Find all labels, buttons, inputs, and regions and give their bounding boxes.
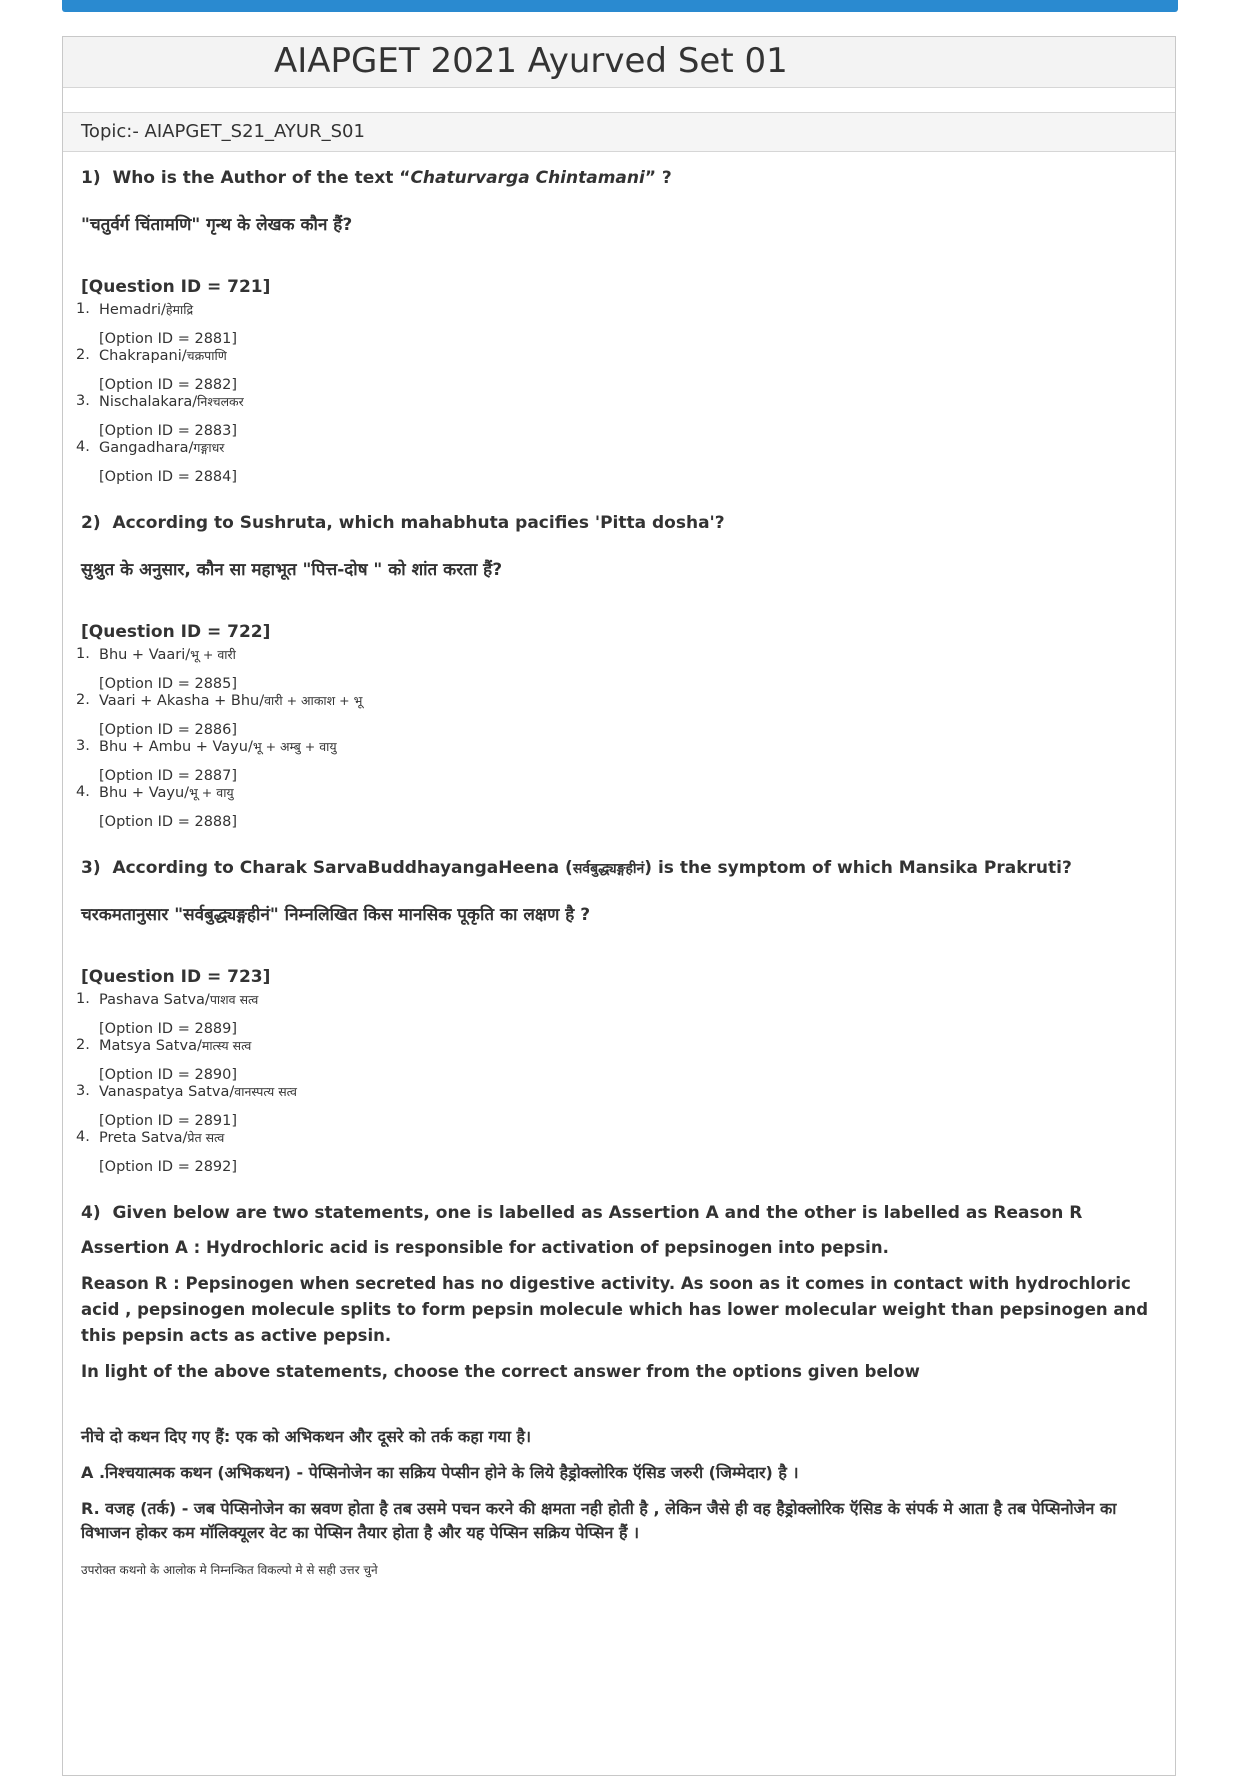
option-label: Nischalakara/ bbox=[99, 394, 198, 410]
question-id: [Question ID = 723] bbox=[81, 967, 271, 987]
option-item[interactable] bbox=[76, 347, 1157, 364]
option-number: 3. bbox=[76, 393, 90, 409]
option-label-hindi: भू + अम्बु + वायु bbox=[252, 739, 337, 754]
option-number: 4. bbox=[76, 1129, 90, 1145]
question-text bbox=[81, 168, 1157, 188]
option-id: [Option ID = 2886] bbox=[99, 722, 238, 738]
option-item[interactable] bbox=[76, 1083, 1157, 1100]
option-label: Chakrapani/ bbox=[99, 348, 187, 364]
option-label-hindi: चक्रपाणि bbox=[186, 348, 227, 363]
option-id: [Option ID = 2892] bbox=[99, 1159, 238, 1175]
option-id: [Option ID = 2883] bbox=[99, 423, 238, 439]
option-number: 4. bbox=[76, 784, 90, 800]
question-text bbox=[81, 513, 1157, 533]
hindi-intro-text: नीचे दो कथन दिए गए हैं: एक को अभिकथन और दूसरे को तर्क कहा गया है। bbox=[81, 1427, 532, 1446]
question-2 bbox=[76, 513, 1157, 830]
option-item[interactable] bbox=[76, 1129, 1157, 1146]
option-label: Vanaspatya Satva/ bbox=[99, 1084, 235, 1100]
option-label: Bhu + Vaari/ bbox=[99, 647, 191, 663]
option-label-hindi: वानस्पत्य सत्व bbox=[234, 1084, 297, 1099]
question-text-part: ” ? bbox=[644, 168, 672, 188]
question-4 bbox=[81, 1203, 1157, 1578]
option-item[interactable] bbox=[76, 393, 1157, 410]
option-item[interactable] bbox=[76, 301, 1157, 318]
question-text-hindi: चरकमतानुसार "सर्वबुद्ध्यङ्गहीनं" निम्नलिखित किस मानसिक पूकृति का लक्षण है ? bbox=[81, 905, 591, 925]
option-number: 1. bbox=[76, 646, 90, 662]
option-label-hindi: पाशव सत्व bbox=[209, 992, 259, 1007]
instruction-text: In light of the above statements, choose the correct answer from the options given below bbox=[81, 1362, 920, 1381]
option-number: 2. bbox=[76, 347, 90, 363]
option-label-hindi: भू + वायु bbox=[189, 785, 234, 800]
question-text-hindi: सुश्रुत के अनुसार, कौन सा महाभूत "पित्त-दोष " को शांत करता हैं? bbox=[81, 560, 503, 580]
reason-text: Reason R : Pepsinogen when secreted has no digestive activity. As soon as it comes in contact with hydrochloric acid , pepsinogen molecule splits to form pepsin molecule which has lower molecular weight than pepsinogen and this pepsin acts as active pepsin. bbox=[81, 1274, 1149, 1345]
top-accent-bar bbox=[62, 0, 1178, 12]
option-id: [Option ID = 2890] bbox=[99, 1067, 238, 1083]
option-number: 2. bbox=[76, 1037, 90, 1053]
option-id: [Option ID = 2889] bbox=[99, 1021, 238, 1037]
option-label: Vaari + Akasha + Bhu/ bbox=[99, 693, 265, 709]
option-label-hindi: वारी + आकाश + भू bbox=[264, 693, 363, 708]
hindi-reason-text: R. वजह (तर्क) - जब पेप्सिनोजेन का स्रवण होता है तब उसमे पचन करने की क्षमता नही होती है , लेकिन जैसे ही वह हैड्रोक्लोरिक ऍसिड के संपर्क मे आता है तब पेप्सिनोजेन का विभाजन होकर कम मॉलिक्यूलर वेट का पेप्सिन तैयार होता है और यह पेप्सिन सक्रिय पेप्सिन हैं । bbox=[81, 1499, 1117, 1542]
option-label: Bhu + Vayu/ bbox=[99, 785, 190, 801]
option-number: 2. bbox=[76, 692, 90, 708]
option-label-hindi: हेमाद्रि bbox=[165, 302, 194, 317]
question-text-part: ) is the symptom of which Mansika Prakruti? bbox=[644, 858, 1072, 878]
question-number: 2) bbox=[81, 513, 101, 533]
question-text-hindi-inline: सर्वबुद्ध्यङ्गहीनं bbox=[572, 861, 645, 877]
question-number: 3) bbox=[81, 858, 101, 878]
topic-label: Topic:- AIAPGET_S21_AYUR_S01 bbox=[81, 121, 365, 142]
option-item[interactable] bbox=[76, 738, 1157, 755]
question-text bbox=[81, 858, 1157, 878]
question-3 bbox=[76, 858, 1157, 1175]
hindi-instruction-text: उपरोक्त कथनो के आलोक मे निम्नन्कित विकल्पो मे से सही उत्तर चुने bbox=[81, 1563, 378, 1577]
question-id: [Question ID = 722] bbox=[81, 622, 271, 642]
hindi-assertion-text: A .निश्चयात्मक कथन (अभिकथन) - पेप्सिनोजेन का सक्रिय पेप्सीन होने के लिये हैड्रोक्लोरिक ऍसिड जरुरी (जिम्मेदार) है । bbox=[81, 1463, 799, 1482]
option-label: Bhu + Ambu + Vayu/ bbox=[99, 739, 253, 755]
option-number: 3. bbox=[76, 738, 90, 754]
option-id: [Option ID = 2885] bbox=[99, 676, 238, 692]
option-id: [Option ID = 2891] bbox=[99, 1113, 238, 1129]
question-text-part: Given below are two statements, one is labelled as Assertion A and the other is labelled as Reason R bbox=[112, 1203, 1083, 1223]
option-id: [Option ID = 2887] bbox=[99, 768, 238, 784]
option-number: 1. bbox=[76, 301, 90, 317]
option-item[interactable] bbox=[76, 646, 1157, 663]
option-number: 3. bbox=[76, 1083, 90, 1099]
header-spacer bbox=[63, 88, 1175, 113]
topic-bar bbox=[63, 113, 1175, 152]
option-id: [Option ID = 2888] bbox=[99, 814, 238, 830]
option-label-hindi: भू + वारी bbox=[190, 647, 236, 662]
option-number: 4. bbox=[76, 439, 90, 455]
option-label: Hemadri/ bbox=[99, 302, 166, 318]
option-label: Pashava Satva/ bbox=[99, 992, 210, 1008]
option-item[interactable] bbox=[76, 692, 1157, 709]
question-text-hindi: "चतुर्वर्ग चिंतामणि" गृन्थ के लेखक कौन हैं? bbox=[81, 215, 353, 235]
option-item[interactable] bbox=[76, 439, 1157, 456]
question-paper bbox=[62, 36, 1176, 1776]
question-text-part: According to Sushruta, which mahabhuta pacifies 'Pitta dosha'? bbox=[112, 513, 725, 533]
option-label: Gangadhara/ bbox=[99, 440, 194, 456]
option-label-hindi: निश्चलकर bbox=[197, 394, 244, 409]
title-bar bbox=[63, 37, 1175, 88]
option-id: [Option ID = 2884] bbox=[99, 469, 238, 485]
option-label: Matsya Satva/ bbox=[99, 1038, 202, 1054]
question-text-part: Who is the Author of the text “ bbox=[112, 168, 411, 188]
option-label-hindi: गङ्गाधर bbox=[193, 440, 225, 455]
assertion-text: Assertion A : Hydrochloric acid is responsible for activation of pepsinogen into pepsin. bbox=[81, 1238, 889, 1257]
option-label-hindi: मात्स्य सत्व bbox=[201, 1038, 252, 1053]
question-number: 1) bbox=[81, 168, 101, 188]
option-label-hindi: प्रेत सत्व bbox=[187, 1130, 225, 1145]
question-number: 4) bbox=[81, 1203, 101, 1223]
option-item[interactable] bbox=[76, 991, 1157, 1008]
option-number: 1. bbox=[76, 991, 90, 1007]
option-item[interactable] bbox=[76, 1037, 1157, 1054]
questions-container bbox=[63, 168, 1175, 1578]
question-text-italic: Chaturvarga Chintamani bbox=[410, 168, 645, 188]
question-1 bbox=[76, 168, 1157, 485]
option-label: Preta Satva/ bbox=[99, 1130, 188, 1146]
question-id: [Question ID = 721] bbox=[81, 277, 271, 297]
option-id: [Option ID = 2882] bbox=[99, 377, 238, 393]
page-title: AIAPGET 2021 Ayurved Set 01 bbox=[274, 41, 788, 81]
question-text-part: According to Charak SarvaBuddhayangaHeena ( bbox=[112, 858, 573, 878]
question-text bbox=[81, 1203, 1157, 1223]
option-id: [Option ID = 2881] bbox=[99, 331, 238, 347]
option-item[interactable] bbox=[76, 784, 1157, 801]
